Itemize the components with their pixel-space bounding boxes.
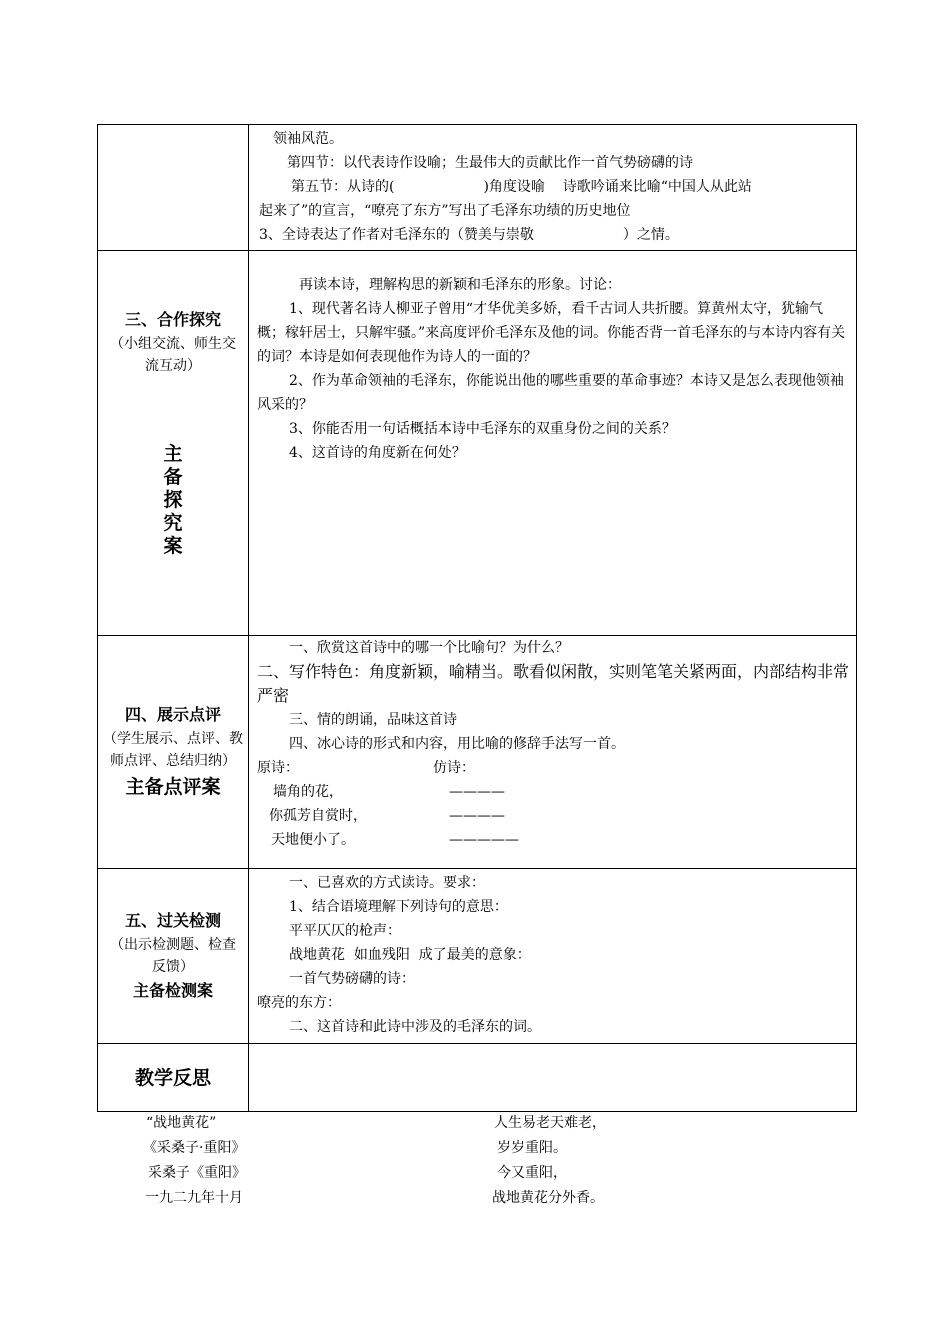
vertical-char: 主: [163, 443, 183, 465]
review-line-1: 一、欣赏这首诗中的哪一个比喻句？为什么？: [289, 640, 569, 656]
row-continuation: [98, 125, 857, 251]
row-teaching-reflection: [98, 1044, 857, 1112]
review-line-3: 三、情的朗诵，品味这首诗: [289, 712, 457, 728]
row4-content-cell: [249, 869, 857, 1044]
poem-imit-blank: —————: [449, 832, 519, 848]
test-line-1: 一、已喜欢的方式读诗。要求：: [289, 875, 485, 891]
section-title-inquiry: 三、合作探究: [124, 310, 221, 329]
original-poem-label: 原诗：: [257, 760, 299, 776]
row1-content-cell: [249, 125, 857, 251]
row-cooperative-inquiry: [98, 251, 857, 636]
review-line-2: 二、写作特色：角度新颖，喻精当。歌看似闲散，实则笔笔关紧两面，内部结构非常严密: [257, 662, 850, 705]
footer-right-2: 岁岁重阳。: [497, 1140, 567, 1156]
poem-orig-line: 天地便小了。: [271, 832, 355, 848]
row1-line-5: 3、全诗表达了作者对毛泽东的（赞美与崇敬 ）之情。: [259, 227, 679, 243]
footer-left-4: 一九二九年十月: [145, 1190, 243, 1206]
poem-imit-blank: ————: [449, 784, 505, 800]
reflection-content-cell: [249, 1044, 857, 1112]
section-title-test: 五、过关检测: [124, 911, 221, 930]
footer-left-1: “战地黄花”: [146, 1115, 217, 1131]
inquiry-intro: 再读本诗，理解构思的新颖和毛泽东的形象。讨论：: [299, 277, 621, 293]
footer-right-1: 人生易老天难老，: [494, 1115, 606, 1131]
test-line-6: 嘹亮的东方：: [257, 995, 341, 1011]
vertical-char: 备: [163, 466, 183, 488]
row5-left-cell: [98, 1044, 249, 1112]
poem-orig-line: 墙角的花，: [273, 784, 343, 800]
sub-title-test: 主备检测案: [132, 981, 213, 1000]
row1-line-3: 第五节：从诗的( )角度设喻 诗歌吟诵来比喻“中国人从此站: [291, 179, 752, 195]
poem-row: [257, 804, 850, 828]
review-line-4: 四、冰心诗的形式和内容，用比喻的修辞手法写一首。: [289, 736, 625, 752]
poem-row: [257, 780, 850, 804]
section-title-reflection: 教学反思: [134, 1066, 211, 1089]
poem-labels: [257, 756, 850, 780]
footer-right-4: 战地黄花分外香。: [492, 1190, 604, 1206]
row2-content-cell: [249, 251, 857, 636]
row-presentation-review: [98, 636, 857, 869]
inquiry-question-1: 1、现代著名诗人柳亚子曾用“才华优美多娇，看千古词人共折腰。算黄州太守，犹输气概；稼轩居士，只解牢骚。”来高度评价毛泽东及他的词。你能否背一首毛泽东的与本诗内容有关的词？本诗是如何表现他作为诗人的一面的？: [257, 301, 846, 365]
test-line-7: 二、这首诗和此诗中涉及的毛泽东的词。: [289, 1019, 541, 1035]
lesson-plan-table: [97, 124, 857, 1112]
row1-left-cell: [98, 125, 249, 251]
inquiry-question-4: 4、这首诗的角度新在何处？: [289, 445, 466, 461]
inquiry-question-2: 2、作为革命领袖的毛泽东，你能说出他的哪些重要的革命事迹？本诗又是怎么表现他领袖风采的？: [257, 373, 844, 413]
big-title-review: 主备点评案: [125, 776, 221, 798]
row1-line-2: 第四节：以代表诗作设喻；生最伟大的贡献比作一首气势磅礴的诗: [287, 155, 693, 171]
row3-left-cell: [98, 636, 249, 869]
vertical-title-inquiry: [98, 443, 248, 558]
footer-right-3: 今又重阳，: [497, 1165, 567, 1181]
section-subtitle-review: （学生展示、点评、教师点评、总结归纳）: [103, 731, 243, 769]
footer-left-2: 《采桑子·重阳》: [143, 1140, 246, 1156]
vertical-char: 究: [163, 512, 183, 534]
imitation-poem-label: 仿诗：: [433, 760, 475, 776]
poem-orig-line: 你孤芳自赏时，: [269, 808, 367, 824]
section-subtitle-test: （出示检测题、检查反馈）: [110, 937, 236, 975]
test-line-3: 平平仄仄的枪声：: [289, 923, 401, 939]
row2-left-cell: [98, 251, 249, 636]
section-subtitle-inquiry: （小组交流、师生交流互动）: [110, 336, 236, 374]
poem-row: [257, 828, 850, 852]
row1-line-4: 起来了”的宣言，“嘹亮了东方”写出了毛泽东功绩的历史地位: [259, 203, 631, 219]
row4-left-cell: [98, 869, 249, 1044]
test-line-4: 战地黄花 如血残阳 成了最美的意象：: [289, 947, 531, 963]
section-title-review: 四、展示点评: [124, 705, 221, 724]
row1-line-1: 领袖风范。: [273, 131, 343, 147]
test-line-5: 一首气势磅礴的诗：: [289, 971, 415, 987]
row-checkpoint-test: [98, 869, 857, 1044]
poem-imit-blank: ————: [449, 808, 505, 824]
test-line-2: 1、结合语境理解下列诗句的意思：: [289, 899, 508, 915]
row3-content-cell: [249, 636, 857, 869]
footer-left-3: 采桑子《重阳》: [148, 1165, 246, 1181]
vertical-char: 案: [163, 535, 183, 557]
inquiry-question-3: 3、你能否用一句话概括本诗中毛泽东的双重身份之间的关系？: [289, 421, 676, 437]
vertical-char: 探: [163, 489, 183, 511]
